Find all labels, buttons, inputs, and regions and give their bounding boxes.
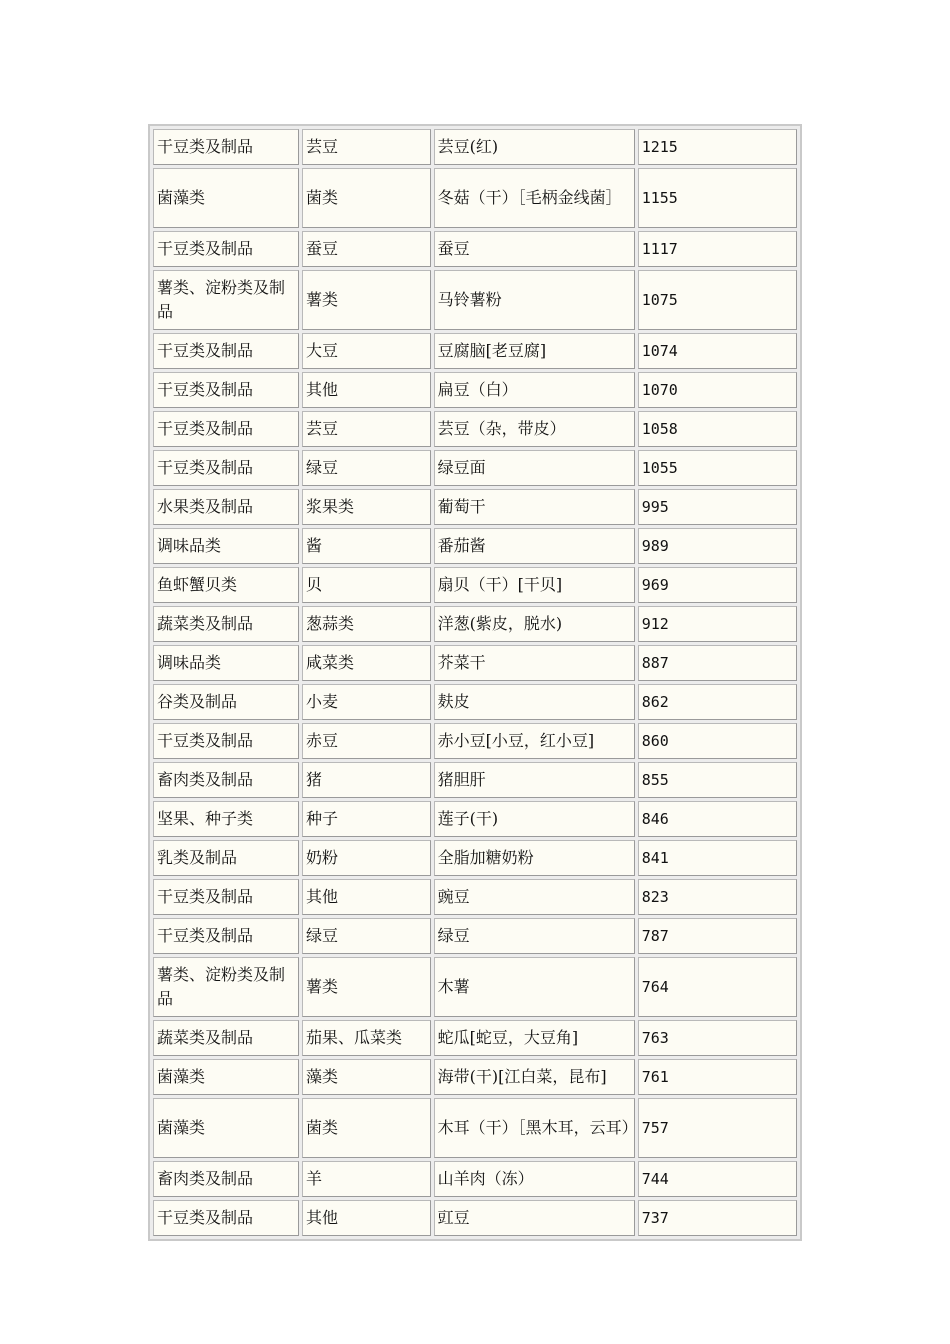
table-row: [153, 1200, 797, 1236]
table-row: [153, 957, 797, 1017]
table-row: [153, 1020, 797, 1056]
value-cell: 887: [638, 645, 797, 681]
table-row: [153, 723, 797, 759]
food-name-cell: 木耳（干）［黑木耳，云耳）: [434, 1098, 635, 1158]
category-cell: 菌藻类: [153, 1098, 299, 1158]
subcategory-cell: 薯类: [302, 270, 431, 330]
food-name-cell: 洋葱(紫皮，脱水): [434, 606, 635, 642]
category-cell: 薯类、淀粉类及制品: [153, 270, 299, 330]
category-cell: 干豆类及制品: [153, 918, 299, 954]
value-cell: 1055: [638, 450, 797, 486]
subcategory-cell: 咸菜类: [302, 645, 431, 681]
food-name-cell: 豆腐脑[老豆腐]: [434, 333, 635, 369]
value-cell: 1058: [638, 411, 797, 447]
value-cell: 912: [638, 606, 797, 642]
subcategory-cell: 贝: [302, 567, 431, 603]
value-cell: 862: [638, 684, 797, 720]
subcategory-cell: 浆果类: [302, 489, 431, 525]
subcategory-cell: 大豆: [302, 333, 431, 369]
value-cell: 1215: [638, 129, 797, 165]
category-cell: 畜肉类及制品: [153, 762, 299, 798]
food-name-cell: 豌豆: [434, 879, 635, 915]
category-cell: 坚果、种子类: [153, 801, 299, 837]
table-row: [153, 129, 797, 165]
subcategory-cell: 小麦: [302, 684, 431, 720]
food-name-cell: 山羊肉（冻）: [434, 1161, 635, 1197]
value-cell: 855: [638, 762, 797, 798]
subcategory-cell: 绿豆: [302, 918, 431, 954]
food-name-cell: 蚕豆: [434, 231, 635, 267]
food-name-cell: 莲子(干): [434, 801, 635, 837]
table-row: [153, 411, 797, 447]
value-cell: 823: [638, 879, 797, 915]
table-row: [153, 1098, 797, 1158]
table-row: [153, 684, 797, 720]
subcategory-cell: 蚕豆: [302, 231, 431, 267]
subcategory-cell: 薯类: [302, 957, 431, 1017]
subcategory-cell: 赤豆: [302, 723, 431, 759]
category-cell: 蔬菜类及制品: [153, 1020, 299, 1056]
table-row: [153, 528, 797, 564]
food-name-cell: 葡萄干: [434, 489, 635, 525]
food-name-cell: 芸豆(红): [434, 129, 635, 165]
category-cell: 鱼虾蟹贝类: [153, 567, 299, 603]
value-cell: 763: [638, 1020, 797, 1056]
table-row: [153, 1059, 797, 1095]
subcategory-cell: 菌类: [302, 168, 431, 228]
category-cell: 干豆类及制品: [153, 231, 299, 267]
food-name-cell: 扇贝（干）[干贝]: [434, 567, 635, 603]
food-name-cell: 芸豆（杂，带皮）: [434, 411, 635, 447]
table-row: [153, 567, 797, 603]
value-cell: 1075: [638, 270, 797, 330]
subcategory-cell: 其他: [302, 1200, 431, 1236]
value-cell: 846: [638, 801, 797, 837]
food-name-cell: 麸皮: [434, 684, 635, 720]
category-cell: 干豆类及制品: [153, 129, 299, 165]
table-row: [153, 918, 797, 954]
table-row: [153, 645, 797, 681]
food-name-cell: 番茄酱: [434, 528, 635, 564]
subcategory-cell: 其他: [302, 879, 431, 915]
category-cell: 水果类及制品: [153, 489, 299, 525]
category-cell: 谷类及制品: [153, 684, 299, 720]
table-row: [153, 231, 797, 267]
subcategory-cell: 茄果、瓜菜类: [302, 1020, 431, 1056]
table-row: [153, 168, 797, 228]
subcategory-cell: 芸豆: [302, 411, 431, 447]
subcategory-cell: 奶粉: [302, 840, 431, 876]
category-cell: 干豆类及制品: [153, 1200, 299, 1236]
subcategory-cell: 芸豆: [302, 129, 431, 165]
subcategory-cell: 猪: [302, 762, 431, 798]
value-cell: 737: [638, 1200, 797, 1236]
value-cell: 995: [638, 489, 797, 525]
value-cell: 764: [638, 957, 797, 1017]
food-name-cell: 海带(干)[江白菜，昆布]: [434, 1059, 635, 1095]
food-content-table: [148, 124, 802, 1241]
value-cell: 1074: [638, 333, 797, 369]
table-row: [153, 801, 797, 837]
value-cell: 1155: [638, 168, 797, 228]
category-cell: 干豆类及制品: [153, 450, 299, 486]
category-cell: 调味品类: [153, 645, 299, 681]
table-row: [153, 450, 797, 486]
subcategory-cell: 酱: [302, 528, 431, 564]
table-row: [153, 489, 797, 525]
category-cell: 蔬菜类及制品: [153, 606, 299, 642]
category-cell: 调味品类: [153, 528, 299, 564]
table-row: [153, 606, 797, 642]
food-name-cell: 猪胆肝: [434, 762, 635, 798]
value-cell: 1070: [638, 372, 797, 408]
table-row: [153, 270, 797, 330]
value-cell: 969: [638, 567, 797, 603]
food-name-cell: 马铃薯粉: [434, 270, 635, 330]
table-row: [153, 1161, 797, 1197]
food-name-cell: 蛇瓜[蛇豆，大豆角]: [434, 1020, 635, 1056]
food-name-cell: 豇豆: [434, 1200, 635, 1236]
food-name-cell: 芥菜干: [434, 645, 635, 681]
food-name-cell: 绿豆: [434, 918, 635, 954]
subcategory-cell: 羊: [302, 1161, 431, 1197]
value-cell: 761: [638, 1059, 797, 1095]
value-cell: 989: [638, 528, 797, 564]
category-cell: 干豆类及制品: [153, 333, 299, 369]
table-row: [153, 333, 797, 369]
food-name-cell: 全脂加糖奶粉: [434, 840, 635, 876]
table-body: [153, 129, 797, 1236]
subcategory-cell: 菌类: [302, 1098, 431, 1158]
category-cell: 菌藻类: [153, 1059, 299, 1095]
category-cell: 薯类、淀粉类及制品: [153, 957, 299, 1017]
category-cell: 干豆类及制品: [153, 879, 299, 915]
food-name-cell: 赤小豆[小豆，红小豆]: [434, 723, 635, 759]
value-cell: 757: [638, 1098, 797, 1158]
subcategory-cell: 种子: [302, 801, 431, 837]
category-cell: 干豆类及制品: [153, 372, 299, 408]
value-cell: 841: [638, 840, 797, 876]
subcategory-cell: 其他: [302, 372, 431, 408]
food-name-cell: 绿豆面: [434, 450, 635, 486]
category-cell: 乳类及制品: [153, 840, 299, 876]
category-cell: 干豆类及制品: [153, 411, 299, 447]
food-name-cell: 冬菇（干）［毛柄金线菌］: [434, 168, 635, 228]
subcategory-cell: 葱蒜类: [302, 606, 431, 642]
category-cell: 干豆类及制品: [153, 723, 299, 759]
category-cell: 畜肉类及制品: [153, 1161, 299, 1197]
subcategory-cell: 绿豆: [302, 450, 431, 486]
value-cell: 1117: [638, 231, 797, 267]
value-cell: 744: [638, 1161, 797, 1197]
subcategory-cell: 藻类: [302, 1059, 431, 1095]
value-cell: 860: [638, 723, 797, 759]
table-row: [153, 372, 797, 408]
table-row: [153, 762, 797, 798]
food-name-cell: 木薯: [434, 957, 635, 1017]
category-cell: 菌藻类: [153, 168, 299, 228]
table-row: [153, 840, 797, 876]
food-name-cell: 扁豆（白）: [434, 372, 635, 408]
value-cell: 787: [638, 918, 797, 954]
table-row: [153, 879, 797, 915]
